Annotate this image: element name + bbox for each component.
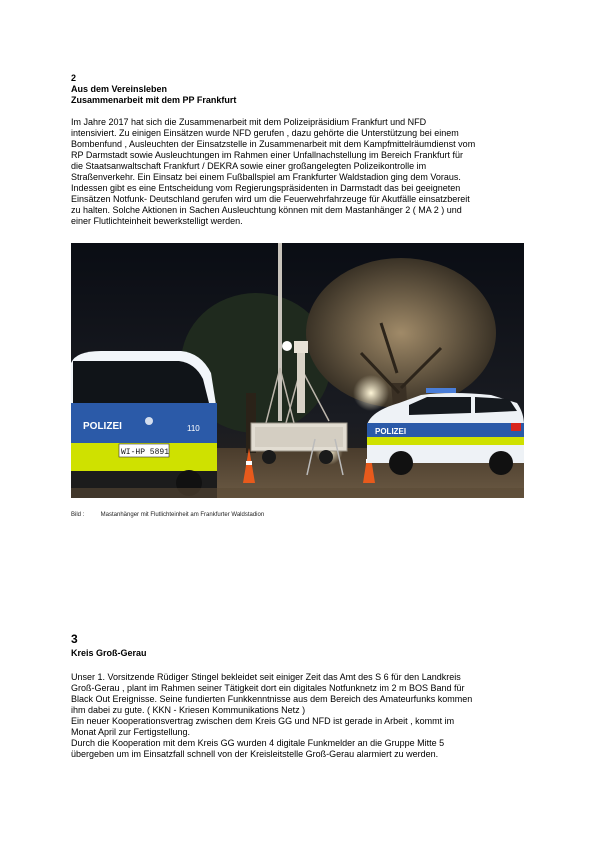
body-line: Bombenfund , Ausleuchten der Einsatzstelle in Zusammenarbeit mit dem Kampfmittelräumdienst vom	[71, 139, 476, 149]
body-line: zu halten. Solche Aktionen in Sachen Ausleuchtung können mit dem Mastanhänger 2 ( MA 2 ) und	[71, 205, 462, 215]
image-caption	[71, 511, 264, 519]
body-line: Durch die Kooperation mit dem Kreis GG wurden 4 digitale Funkmelder an die Gruppe Mitte 5	[71, 738, 445, 748]
section-number: 2	[71, 73, 77, 83]
body-line: Indessen gibt es eine Entscheidung vom Regierungspräsidenten in Darmstadt das bei geeigneten	[71, 183, 461, 193]
body-line: Unser 1. Vorsitzende Rüdiger Stingel bekleidet seit einiger Zeit das Amt des S 6 für den Landkreis	[71, 672, 461, 682]
section-heading: Aus dem Vereinsleben	[71, 84, 168, 94]
body-line: Groß-Gerau , plant im Rahmen seiner Tätigkeit dort ein digitales Notfunknetz im 2 m BOS Band für	[71, 683, 465, 693]
body-line: Im Jahre 2017 hat sich die Zusammenarbeit mit dem Polizeipräsidium Frankfurt und NFD	[71, 117, 427, 127]
caption-label: Bild :	[71, 512, 85, 518]
body-line: intensiviert. Zu einigen Einsätzen wurde NFD gerufen , dazu gehörte die Unterstützung bei einem	[71, 128, 459, 138]
van-license-plate: WI-HP 5891	[121, 448, 170, 457]
body-line: übergeben um im Einsatzfall schnell von der Kreisleitstelle Groß-Gerau alarmiert zu werden.	[71, 749, 439, 759]
body-line: Einsätzen Notfunk- Deutschland gerufen wird um die Feuerwehrfahrzeuge für Akutfälle einsatzbereit	[71, 194, 470, 204]
section-heading: Kreis Groß-Gerau	[71, 648, 147, 658]
body-line: Monat April zur Fertigstellung.	[71, 727, 191, 737]
section-body	[71, 672, 526, 760]
police-van	[71, 351, 217, 498]
section-number: 3	[71, 632, 78, 646]
mast-trailer-photo	[71, 243, 524, 498]
car-lettering: POLIZEI	[375, 427, 407, 436]
body-line: Black Out Ereignisse. Seine fundierten Funkkenntnisse aus dem Bereich des Amateurfunks kommen	[71, 694, 473, 704]
van-lettering: POLIZEI	[83, 421, 122, 432]
caption-text: Mastanhänger mit Flutlichteinheit am Frankfurter Waldstadion	[100, 512, 265, 518]
body-line: RP Darmstadt sowie Ausleuchtungen im Rahmen einer Unfallnachstellung im Bereich Frankfurt für	[71, 150, 464, 160]
body-line: einer Flutlichteinheit bewerkstelligt werden.	[71, 216, 243, 226]
body-line: Ein neuer Kooperationsvertrag zwischen dem Kreis GG und NFD ist gerade in Arbeit , kommt im	[71, 716, 455, 726]
body-line: die Staatsanwaltschaft Frankfurt / DEKRA sowie einer großangelegten Polizeikontrolle im	[71, 161, 427, 171]
section-body	[71, 117, 526, 227]
section-subheading: Zusammenarbeit mit dem PP Frankfurt	[71, 95, 237, 105]
body-line: Straßenverkehr. Ein Einsatz bei einem Fußballspiel am Frankfurter Waldstadion ging dem Voraus.	[71, 172, 461, 182]
body-line: ihm dabei zu gute. ( KKN - Kriesen Kommunikations Netz )	[71, 705, 306, 715]
van-number: 110	[187, 424, 200, 433]
